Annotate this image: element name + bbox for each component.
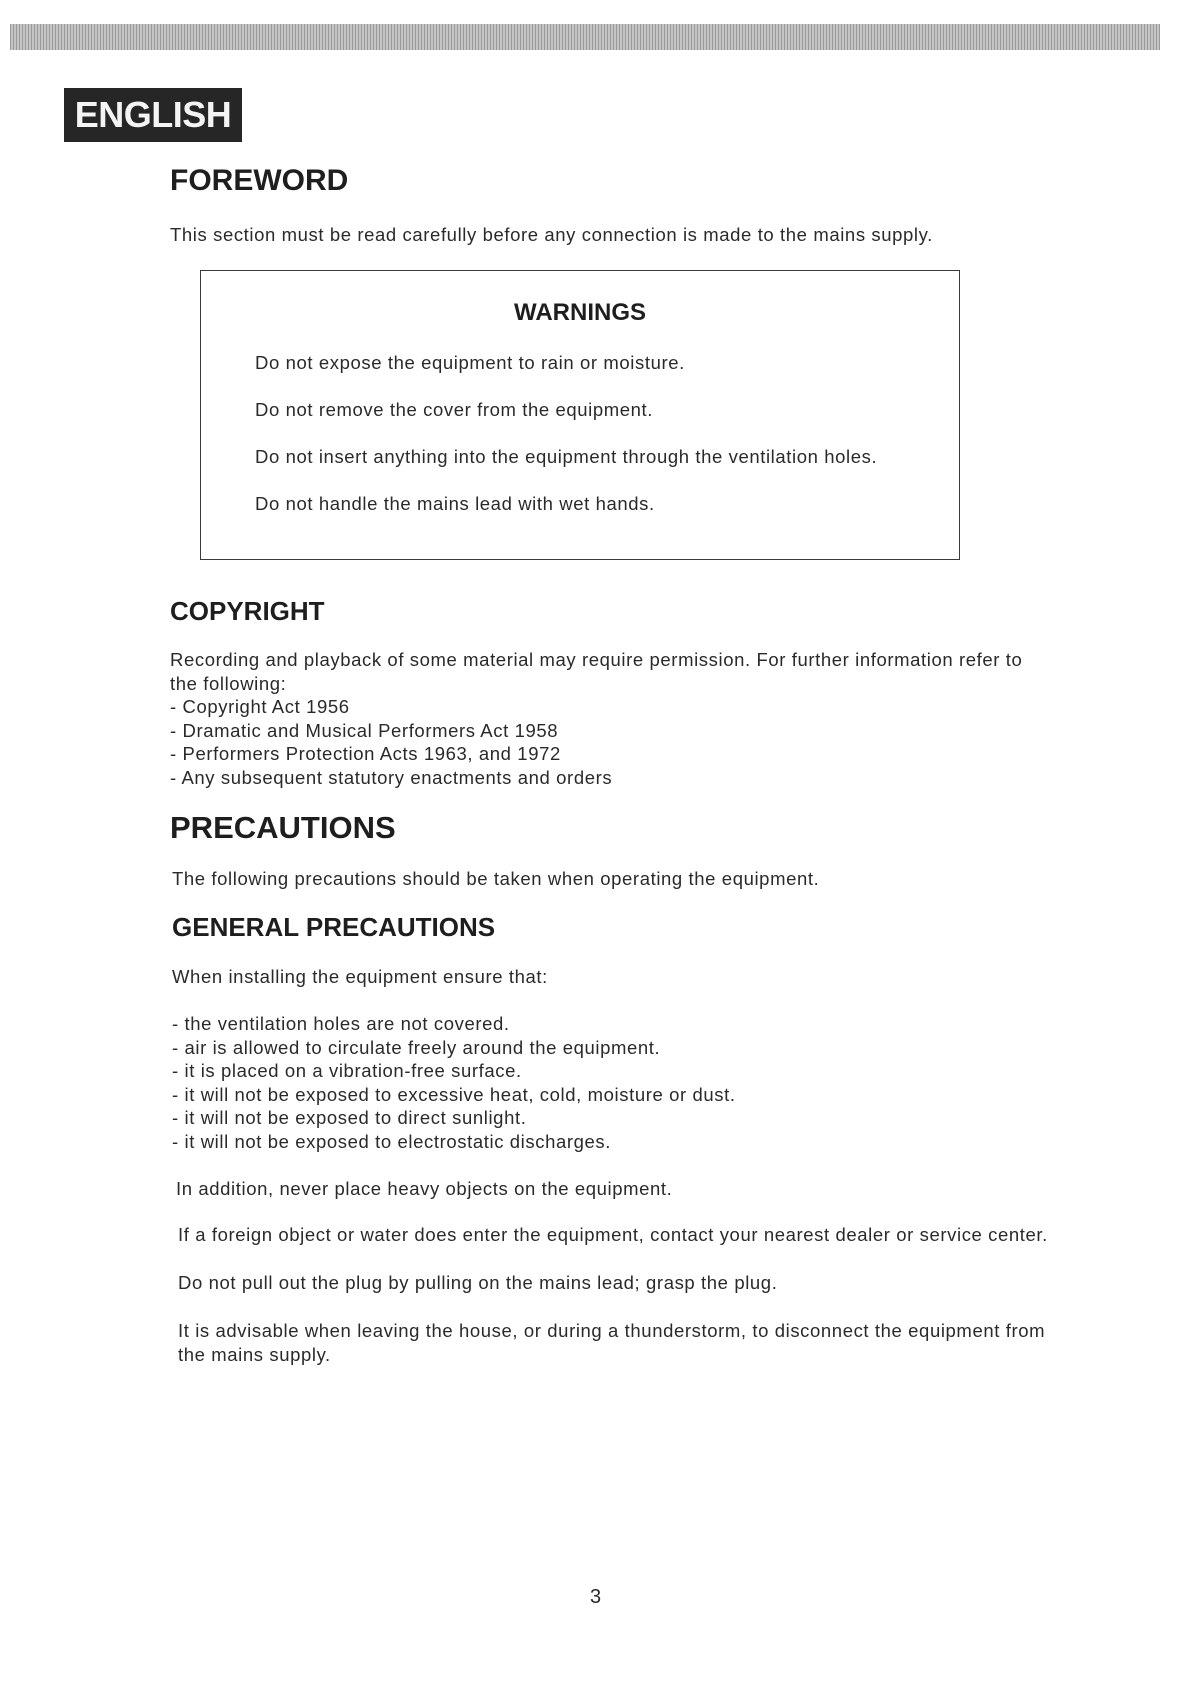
foreign-object-note: If a foreign object or water does enter the equipment, contact your nearest dealer or service center. [178, 1224, 1048, 1245]
disconnect-note-line: the mains supply. [178, 1343, 331, 1365]
copyright-intro-line: the following: [170, 672, 287, 694]
language-badge: ENGLISH [64, 88, 242, 142]
plug-note: Do not pull out the plug by pulling on the mains lead; grasp the plug. [178, 1272, 778, 1293]
precaution-item: - it will not be exposed to electrostatic discharges. [172, 1130, 611, 1152]
warnings-box [200, 270, 960, 560]
precaution-item: - it is placed on a vibration-free surface. [172, 1060, 522, 1082]
foreword-heading: FOREWORD [170, 164, 349, 197]
general-precautions-heading: GENERAL PRECAUTIONS [172, 912, 496, 942]
warning-item: Do not handle the mains lead with wet hands. [255, 493, 655, 514]
disconnect-note [178, 1319, 1045, 1366]
copyright-act-item: - Dramatic and Musical Performers Act 1958 [170, 719, 559, 741]
warning-item: Do not insert anything into the equipment through the ventilation holes. [255, 446, 878, 467]
general-precautions-list [172, 1012, 736, 1154]
copyright-act-item: - Copyright Act 1956 [170, 696, 350, 718]
precaution-item: - it will not be exposed to direct sunlight. [172, 1107, 527, 1129]
precaution-item: - the ventilation holes are not covered. [172, 1013, 510, 1034]
warnings-heading: WARNINGS [514, 299, 646, 326]
heavy-objects-note: In addition, never place heavy objects on the equipment. [176, 1178, 673, 1199]
precaution-item: - air is allowed to circulate freely around the equipment. [172, 1036, 661, 1058]
copyright-act-item: - Performers Protection Acts 1963, and 1972 [170, 743, 561, 765]
copyright-text [170, 648, 1022, 790]
precautions-text: The following precautions should be taken when operating the equipment. [172, 868, 820, 889]
warnings-list [255, 351, 877, 539]
header-bar [10, 24, 1160, 50]
copyright-intro-line: Recording and playback of some material may require permission. For further information refer to [170, 649, 1023, 670]
precautions-heading: PRECAUTIONS [170, 810, 396, 845]
disconnect-note-line: It is advisable when leaving the house, or during a thunderstorm, to disconnect the equipment from [178, 1320, 1046, 1341]
warning-item: Do not remove the cover from the equipment. [255, 399, 654, 420]
warning-item: Do not expose the equipment to rain or moisture. [255, 352, 685, 373]
foreword-text: This section must be read carefully before any connection is made to the mains supply. [170, 224, 933, 245]
general-precautions-intro: When installing the equipment ensure that: [172, 966, 548, 987]
page-number: 3 [590, 1586, 602, 1608]
precaution-item: - it will not be exposed to excessive heat, cold, moisture or dust. [172, 1083, 736, 1105]
copyright-act-item: - Any subsequent statutory enactments and orders [170, 766, 613, 788]
copyright-heading: COPYRIGHT [170, 596, 325, 626]
